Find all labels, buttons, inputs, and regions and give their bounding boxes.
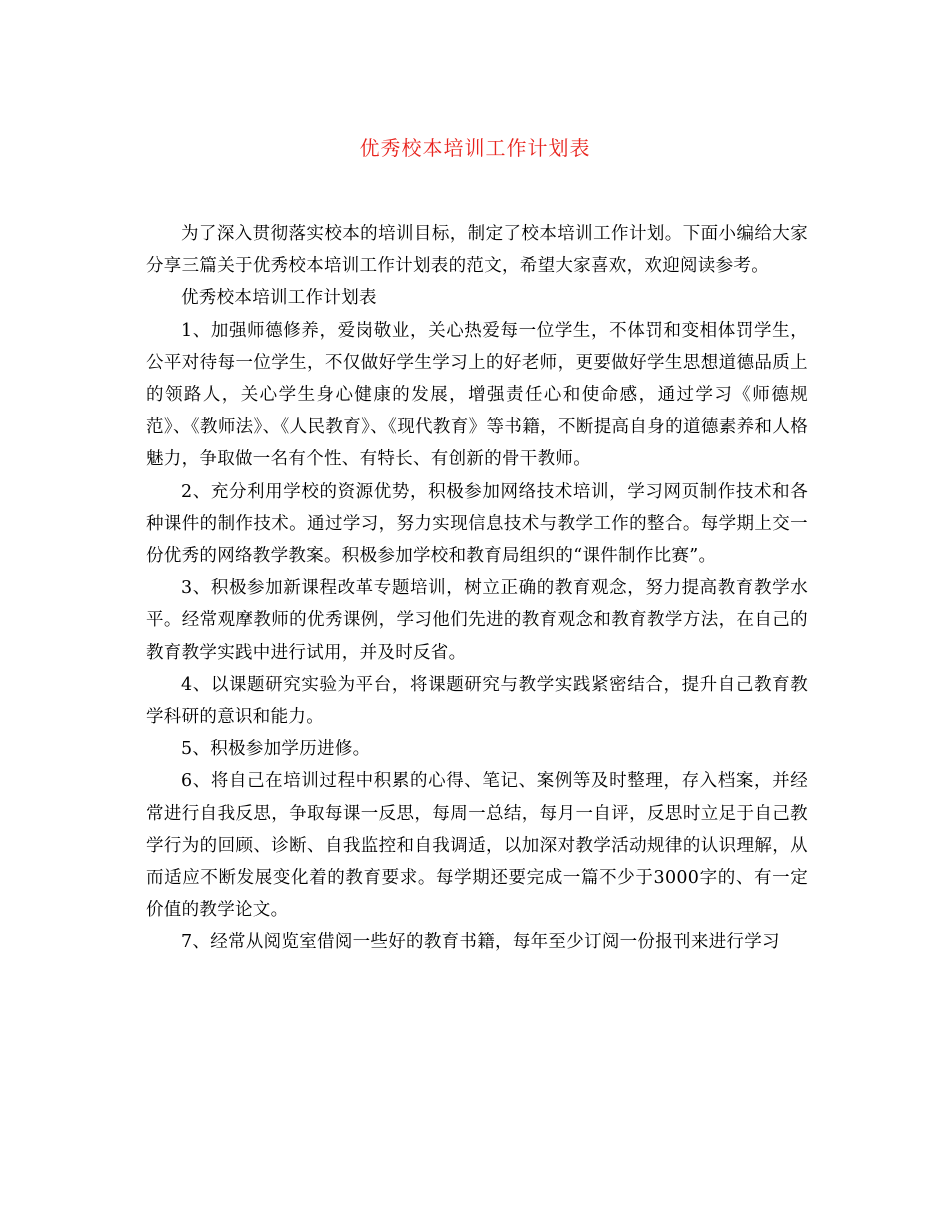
plan-item-4: 4、以课题研究实验为平台，将课题研究与教学实践紧密结合，提升自己教育教学科研的意识和能力。	[146, 674, 808, 728]
intro-paragraph: 为了深入贯彻落实校本的培训目标，制定了校本培训工作计划。下面小编给大家分享三篇关于优秀校本培训工作计划表的范文，希望大家喜欢，欢迎阅读参考。	[146, 224, 808, 277]
section-heading: 优秀校本培训工作计划表	[181, 288, 377, 309]
plan-item-5: 5、积极参加学历进修。	[181, 739, 371, 760]
plan-item-6: 6、将自己在培训过程中积累的心得、笔记、案例等及时整理，存入档案，并经常进行自我反思，争取每课一反思，每周一总结，每月一自评，反思时立足于自己教学行为的回顾、诊断、自我监控和自我调适，以加深对教学活动规律的认识理解，从而适应不断发展变化着的教育要求。每学期还要完成一篇不少于3000字的、有一定价值的教学论文。	[146, 771, 808, 921]
plan-item-2: 2、充分利用学校的资源优势，积极参加网络技术培训，学习网页制作技术和各种课件的制作技术。通过学习，努力实现信息技术与教学工作的整合。每学期上交一份优秀的网络教学教案。积极参加学校和教育局组织的“课件制作比赛”。	[146, 481, 808, 567]
plan-item-7: 7、经常从阅览室借阅一些好的教育书籍，每年至少订阅一份报刊来进行学习	[181, 932, 780, 953]
plan-item-1: 1、加强师德修养，爱岗敬业，关心热爱每一位学生，不体罚和变相体罚学生，公平对待每一位学生，不仅做好学生学习上的好老师，更要做好学生思想道德品质上的领路人，关心学生身心健康的发展，增强责任心和使命感，通过学习《师德规范》、《教师法》、《人民教育》、《现代教育》等书籍，不断提高自身的道德素养和人格魅力，争取做一名有个性、有特长、有创新的骨干教师。	[146, 320, 808, 470]
document-title: 优秀校本培训工作计划表	[359, 136, 591, 160]
document-body	[146, 218, 808, 959]
plan-item-3: 3、积极参加新课程改革专题培训，树立正确的教育观念，努力提高教育教学水平。经常观摩教师的优秀课例，学习他们先进的教育观念和教育教学方法，在自己的教育教学实践中进行试用，并及时反省。	[146, 578, 808, 663]
